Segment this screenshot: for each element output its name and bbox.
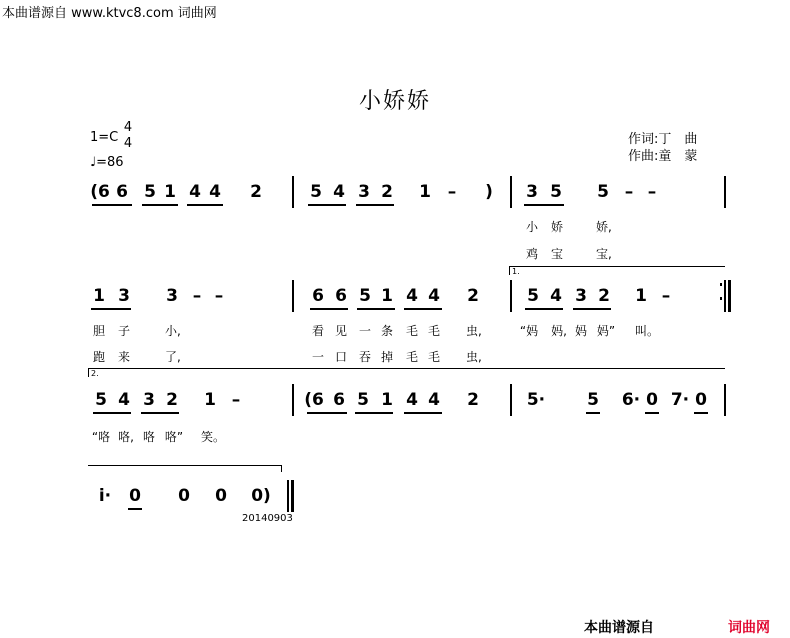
tempo-mark — [90, 155, 124, 170]
lyric: 条 — [380, 324, 393, 338]
barline — [292, 176, 294, 208]
note: 3 — [166, 286, 178, 306]
note: 2 — [381, 182, 393, 202]
lyric: 宝, — [596, 247, 612, 261]
note: 3 — [575, 286, 587, 306]
note: 4 — [428, 286, 440, 306]
underline — [404, 412, 442, 414]
note: 5 — [597, 182, 609, 202]
note: 6 — [116, 182, 128, 202]
lyric: 一 — [311, 350, 324, 364]
note: 5· — [526, 390, 546, 410]
lyric: 娇 — [550, 220, 563, 234]
repeat-dot — [720, 297, 722, 300]
lyric: 看 — [311, 324, 324, 338]
note: ) — [485, 182, 493, 202]
note: 2 — [467, 286, 479, 306]
lyric: “咯 — [91, 430, 111, 444]
note: 3 — [143, 390, 155, 410]
lyric: 笑。 — [200, 430, 225, 444]
underline — [586, 412, 600, 414]
lyric: 跑 — [92, 350, 105, 364]
note: 4 — [406, 286, 418, 306]
note: – — [661, 286, 671, 306]
underline — [93, 412, 131, 414]
volta-second — [88, 368, 725, 377]
lyric: 叫。 — [634, 324, 659, 338]
barline — [510, 176, 512, 208]
volta-second-label: 2. — [91, 369, 99, 378]
note: 6 — [333, 390, 345, 410]
barline — [292, 280, 294, 312]
date-stamp: 20140903 — [242, 513, 293, 524]
note: (6 — [304, 390, 324, 410]
lyric: 胆 — [92, 324, 105, 338]
note: 1 — [93, 286, 105, 306]
note: 2 — [598, 286, 610, 306]
underline — [404, 308, 442, 310]
underline — [694, 412, 708, 414]
barline — [724, 384, 726, 416]
underline — [142, 204, 178, 206]
underline — [91, 308, 131, 310]
lyric: 来 — [117, 350, 130, 364]
note: 4 — [189, 182, 201, 202]
underline — [308, 204, 346, 206]
note: 2 — [166, 390, 178, 410]
note: 5 — [95, 390, 107, 410]
tempo-value: =86 — [96, 155, 124, 170]
note: 3 — [358, 182, 370, 202]
lyric: 宝 — [550, 247, 563, 261]
underline — [187, 204, 223, 206]
note: 4 — [550, 286, 562, 306]
note: – — [447, 182, 457, 202]
note: 4 — [118, 390, 130, 410]
note: (6 — [90, 182, 110, 202]
lyric: 鸡 — [525, 247, 538, 261]
footer-site: 词曲网 — [728, 620, 770, 636]
time-signature — [122, 120, 134, 152]
note: 6 — [335, 286, 347, 306]
lyric: 娇, — [596, 220, 612, 234]
underline — [356, 204, 394, 206]
note: 4 — [406, 390, 418, 410]
barline — [292, 384, 294, 416]
time-top: 4 — [123, 120, 133, 135]
underline — [307, 412, 347, 414]
note: 0) — [251, 486, 271, 506]
note: 5 — [587, 390, 599, 410]
lyric: 咯” — [164, 430, 184, 444]
note: 1 — [419, 182, 431, 202]
note: 3 — [118, 286, 130, 306]
note: 5 — [359, 286, 371, 306]
lyric: 毛 — [427, 324, 440, 338]
underline — [128, 508, 142, 510]
note: – — [192, 286, 202, 306]
note: 2 — [250, 182, 262, 202]
underline — [355, 412, 393, 414]
note: 0 — [646, 390, 658, 410]
note: 0 — [215, 486, 227, 506]
note: 1 — [164, 182, 176, 202]
repeat-dot — [720, 283, 722, 286]
lyric: 毛 — [405, 324, 418, 338]
lyric: 咯, — [118, 430, 134, 444]
note: 0 — [178, 486, 190, 506]
note: 5 — [550, 182, 562, 202]
note: 3 — [526, 182, 538, 202]
lyric: 妈 — [574, 324, 587, 338]
lyric: 见 — [334, 324, 347, 338]
song-title: 小娇娇 — [358, 89, 431, 114]
lyric: 咯 — [142, 430, 155, 444]
underline — [357, 308, 395, 310]
lyric: “妈 — [519, 324, 539, 338]
note: 4 — [428, 390, 440, 410]
note: i· — [98, 486, 112, 506]
note: 5 — [357, 390, 369, 410]
underline — [524, 204, 564, 206]
barline — [510, 280, 512, 312]
final-barline-thin — [287, 480, 289, 512]
lyric: 子 — [117, 324, 130, 338]
lyric: 吞 — [358, 350, 371, 364]
note: 5 — [310, 182, 322, 202]
note: 1 — [204, 390, 216, 410]
lyricist-credit: 作词:丁 曲 — [628, 132, 698, 147]
underline — [573, 308, 611, 310]
note: – — [214, 286, 224, 306]
lyric: 一 — [358, 324, 371, 338]
note: 0 — [695, 390, 707, 410]
note: 6· — [621, 390, 641, 410]
lyric: 掉 — [380, 350, 393, 364]
repeat-barline-thin — [724, 280, 726, 312]
note: 4 — [333, 182, 345, 202]
barline — [724, 176, 726, 208]
lyric: 口 — [334, 350, 347, 364]
note: 1 — [381, 390, 393, 410]
key-signature: 1=C — [90, 130, 119, 145]
note: 5 — [527, 286, 539, 306]
quarter-note-icon: ♩ — [90, 155, 97, 170]
lyric: 小, — [165, 324, 181, 338]
header-watermark: 本曲谱源自 www.ktvc8.com 词曲网 — [2, 6, 217, 21]
underline — [525, 308, 563, 310]
note: 0 — [129, 486, 141, 506]
lyric: 妈” — [596, 324, 616, 338]
note: – — [624, 182, 634, 202]
volta-second-end — [88, 465, 282, 472]
note: 6 — [312, 286, 324, 306]
underline — [92, 204, 132, 206]
footer-source: 本曲谱源自 — [584, 620, 654, 636]
note: 7· — [670, 390, 690, 410]
final-barline-thick — [291, 480, 294, 512]
repeat-barline-thick — [728, 280, 731, 312]
lyric: 虫, — [466, 350, 482, 364]
barline — [510, 384, 512, 416]
note: 5 — [144, 182, 156, 202]
time-bottom: 4 — [123, 136, 133, 151]
lyric: 毛 — [405, 350, 418, 364]
underline — [645, 412, 659, 414]
lyric: 虫, — [466, 324, 482, 338]
volta-first-label: 1. — [512, 267, 520, 276]
lyric: 毛 — [427, 350, 440, 364]
underline — [310, 308, 348, 310]
note: 2 — [467, 390, 479, 410]
lyric: 妈, — [551, 324, 567, 338]
note: 1 — [381, 286, 393, 306]
note: 4 — [209, 182, 221, 202]
note: – — [647, 182, 657, 202]
volta-first — [509, 266, 725, 275]
composer-credit: 作曲:童 蒙 — [628, 149, 698, 164]
underline — [141, 412, 179, 414]
note: 1 — [635, 286, 647, 306]
lyric: 小 — [525, 220, 538, 234]
lyric: 了, — [165, 350, 181, 364]
note: – — [231, 390, 241, 410]
